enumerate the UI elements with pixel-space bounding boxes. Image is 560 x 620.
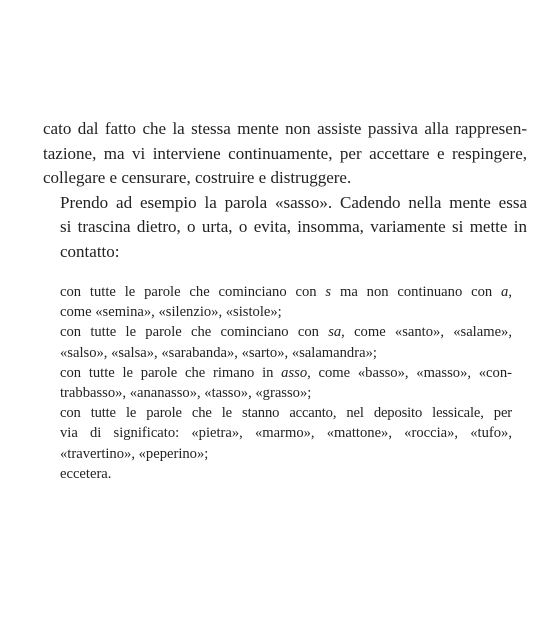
text-run: , come «santo», «salame»,	[341, 324, 512, 341]
list-item-line	[60, 363, 512, 383]
italic-text: a	[501, 284, 509, 300]
text-line: Prendo ad esempio la parola «sasso». Cadendo nella mente essa	[60, 192, 527, 212]
list-item-line: «travertino», «peperino»;	[60, 445, 209, 462]
paragraph-sasso	[43, 191, 527, 265]
body-text	[43, 117, 527, 264]
text-run: ma non continuano con	[331, 284, 502, 300]
text-line: cato dal fatto che la stessa mente non assiste passiva alla rappresen-	[43, 119, 527, 138]
text-run: con tutte le parole che cominciano con	[60, 284, 326, 300]
text-run: , come «basso», «masso», «con-	[307, 364, 512, 381]
text-line: contatto:	[60, 241, 120, 261]
italic-text: s	[325, 284, 332, 300]
text-line: tazione, ma vi interviene continuamente, per accettare e respingere,	[43, 143, 527, 163]
list-item-line: via di significato: «pietra», «marmo», «mattone», «roccia», «tufo»,	[60, 425, 512, 442]
text-run: con tutte le parole che rimano in	[60, 364, 282, 381]
text-run: ,	[508, 284, 512, 300]
list-item-line	[60, 322, 512, 342]
list-item-line: come «semina», «silenzio», «sistole»;	[60, 304, 282, 321]
text-run: con tutte le parole che cominciano con	[60, 324, 329, 341]
list-item-line	[60, 282, 512, 302]
list-item-line: con tutte le parole che le stanno accanto, nel deposito lessicale, per	[60, 405, 512, 422]
paragraph-continuation	[43, 117, 527, 191]
text-line: collegare e censurare, costruire e distruggere.	[43, 168, 352, 187]
text-line: si trascina dietro, o urta, o evita, insomma, variamente si mette in	[60, 217, 527, 236]
italic-text: sa	[328, 324, 342, 341]
list-item-line: eccetera.	[60, 465, 112, 482]
word-list	[60, 282, 512, 484]
list-item-line: trabbasso», «ananasso», «tasso», «grasso»;	[60, 385, 312, 402]
italic-text: asso	[281, 364, 308, 381]
list-item-line: «salso», «salsa», «sarabanda», «sarto», «salamandra»;	[60, 344, 377, 361]
